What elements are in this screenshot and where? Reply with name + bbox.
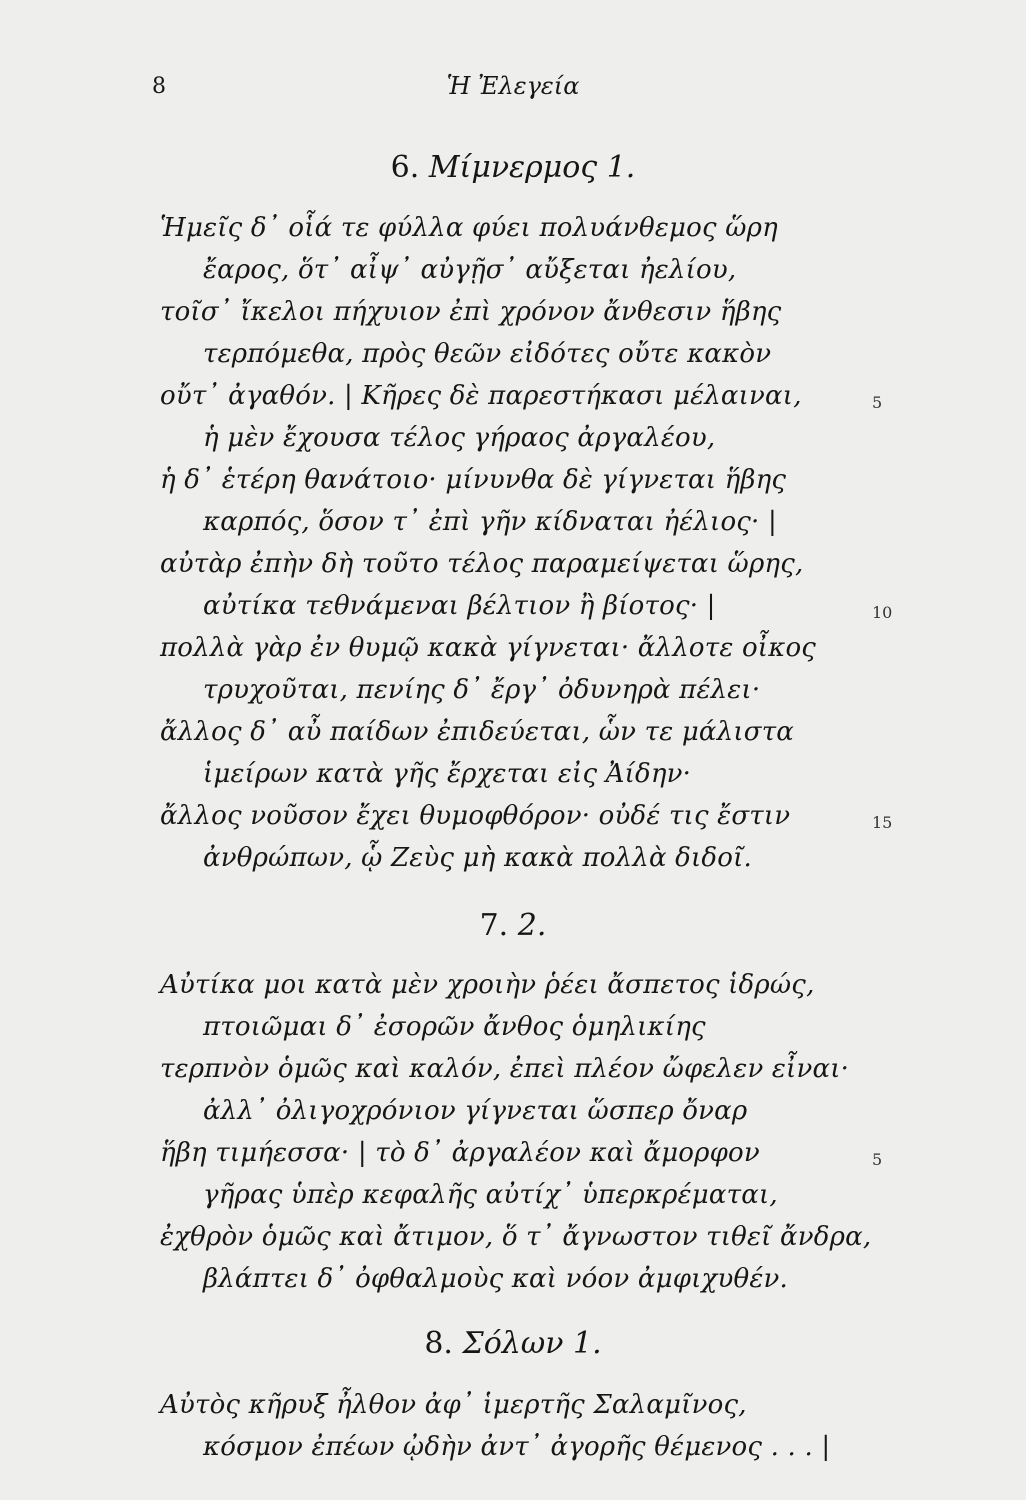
- verse-line: ἡ δ᾽ ἑτέρη θανάτοιο· μίνυνθα δὲ γίγνεται ἥβης: [160, 465, 787, 495]
- verse-line: αὐτίκα τεθνάμεναι βέλτιον ἢ βίοτος· |: [203, 591, 716, 621]
- line-number: 15: [872, 813, 893, 832]
- verse-line: Ἡμεῖς δ᾽ οἷά τε φύλλα φύει πολυάνθεμος ὥρη: [160, 213, 778, 243]
- verse-line: τερπόμεθα, πρὸς θεῶν εἰδότες οὔτε κακὸν: [203, 339, 772, 369]
- verse-line: τοῖσ᾽ ἴκελοι πήχυιον ἐπὶ χρόνον ἄνθεσιν ἥβης: [160, 297, 782, 327]
- verse-line: αὐτὰρ ἐπὴν δὴ τοῦτο τέλος παραμείψεται ὥρης,: [160, 549, 804, 579]
- verse-line: καρπός, ὅσον τ᾽ ἐπὶ γῆν κίδναται ἠέλιος· |: [203, 507, 777, 537]
- section-number: 8.: [424, 1326, 453, 1361]
- verse-line: ἄλλος δ᾽ αὖ παίδων ἐπιδεύεται, ὧν τε μάλιστα: [160, 717, 795, 747]
- line-number: 5: [872, 393, 883, 412]
- section-heading-8: [0, 1326, 1026, 1361]
- section-title: Σόλων 1.: [462, 1326, 602, 1361]
- verse-line: Αὐτὸς κῆρυξ ἦλθον ἀφ᾽ ἱμερτῆς Σαλαμῖνος,: [160, 1390, 747, 1420]
- verse-line: γῆρας ὑπὲρ κεφαλῆς αὐτίχ᾽ ὑπερκρέμαται,: [203, 1180, 778, 1210]
- line-number: 5: [872, 1150, 883, 1169]
- verse-line: ἄλλος νοῦσον ἔχει θυμοφθόρον· οὐδέ τις ἔστιν: [160, 801, 791, 831]
- running-head: Ἡ Ἐλεγεία: [446, 72, 580, 100]
- verse-line: οὔτ᾽ ἀγαθόν. | Κῆρες δὲ παρεστήκασι μέλαιναι,: [160, 381, 802, 411]
- verse-line: κόσμον ἐπέων ᾠδὴν ἀντ᾽ ἀγορῆς θέμενος . . . |: [203, 1432, 831, 1462]
- section-heading-6: [0, 150, 1026, 185]
- verse-line: ἡ μὲν ἔχουσα τέλος γήραος ἀργαλέου,: [203, 423, 716, 453]
- page-number: 8: [152, 74, 166, 99]
- verse-line: βλάπτει δ᾽ ὀφθαλμοὺς καὶ νόον ἀμφιχυθέν.: [203, 1264, 788, 1294]
- verse-line: ἥβη τιμήεσσα· | τὸ δ᾽ ἀργαλέον καὶ ἄμορφον: [160, 1138, 760, 1168]
- section-title: 2.: [517, 908, 547, 943]
- line-number: 10: [872, 603, 893, 622]
- verse-line: ἀνθρώπων, ᾧ Ζεὺς μὴ κακὰ πολλὰ διδοῖ.: [203, 843, 752, 873]
- verse-line: ἱμείρων κατὰ γῆς ἔρχεται εἰς Ἀίδην·: [203, 759, 692, 789]
- section-number: 6.: [390, 150, 420, 185]
- section-title: Μίμνερμος 1.: [428, 150, 636, 185]
- section-number: 7.: [479, 908, 509, 943]
- verse-line: τερπνὸν ὁμῶς καὶ καλόν, ἐπεὶ πλέον ὤφελεν εἶναι·: [160, 1054, 850, 1084]
- verse-line: ἐχθρὸν ὁμῶς καὶ ἄτιμον, ὅ τ᾽ ἄγνωστον τιθεῖ ἄνδρα,: [160, 1222, 872, 1252]
- verse-line: ἀλλ᾽ ὀλιγοχρόνιον γίγνεται ὥσπερ ὄναρ: [203, 1096, 748, 1126]
- verse-line: ἔαρος, ὅτ᾽ αἶψ᾽ αὐγῇσ᾽ αὔξεται ἠελίου,: [203, 255, 737, 285]
- verse-line: τρυχοῦται, πενίης δ᾽ ἔργ᾽ ὀδυνηρὰ πέλει·: [203, 675, 761, 705]
- verse-line: πτοιῶμαι δ᾽ ἐσορῶν ἄνθος ὁμηλικίης: [203, 1012, 706, 1042]
- section-heading-7: [0, 908, 1026, 943]
- verse-line: Αὐτίκα μοι κατὰ μὲν χροιὴν ῥέει ἄσπετος ἱδρώς,: [160, 970, 815, 1000]
- verse-line: πολλὰ γὰρ ἐν θυμῷ κακὰ γίγνεται· ἄλλοτε οἶκος: [160, 633, 817, 663]
